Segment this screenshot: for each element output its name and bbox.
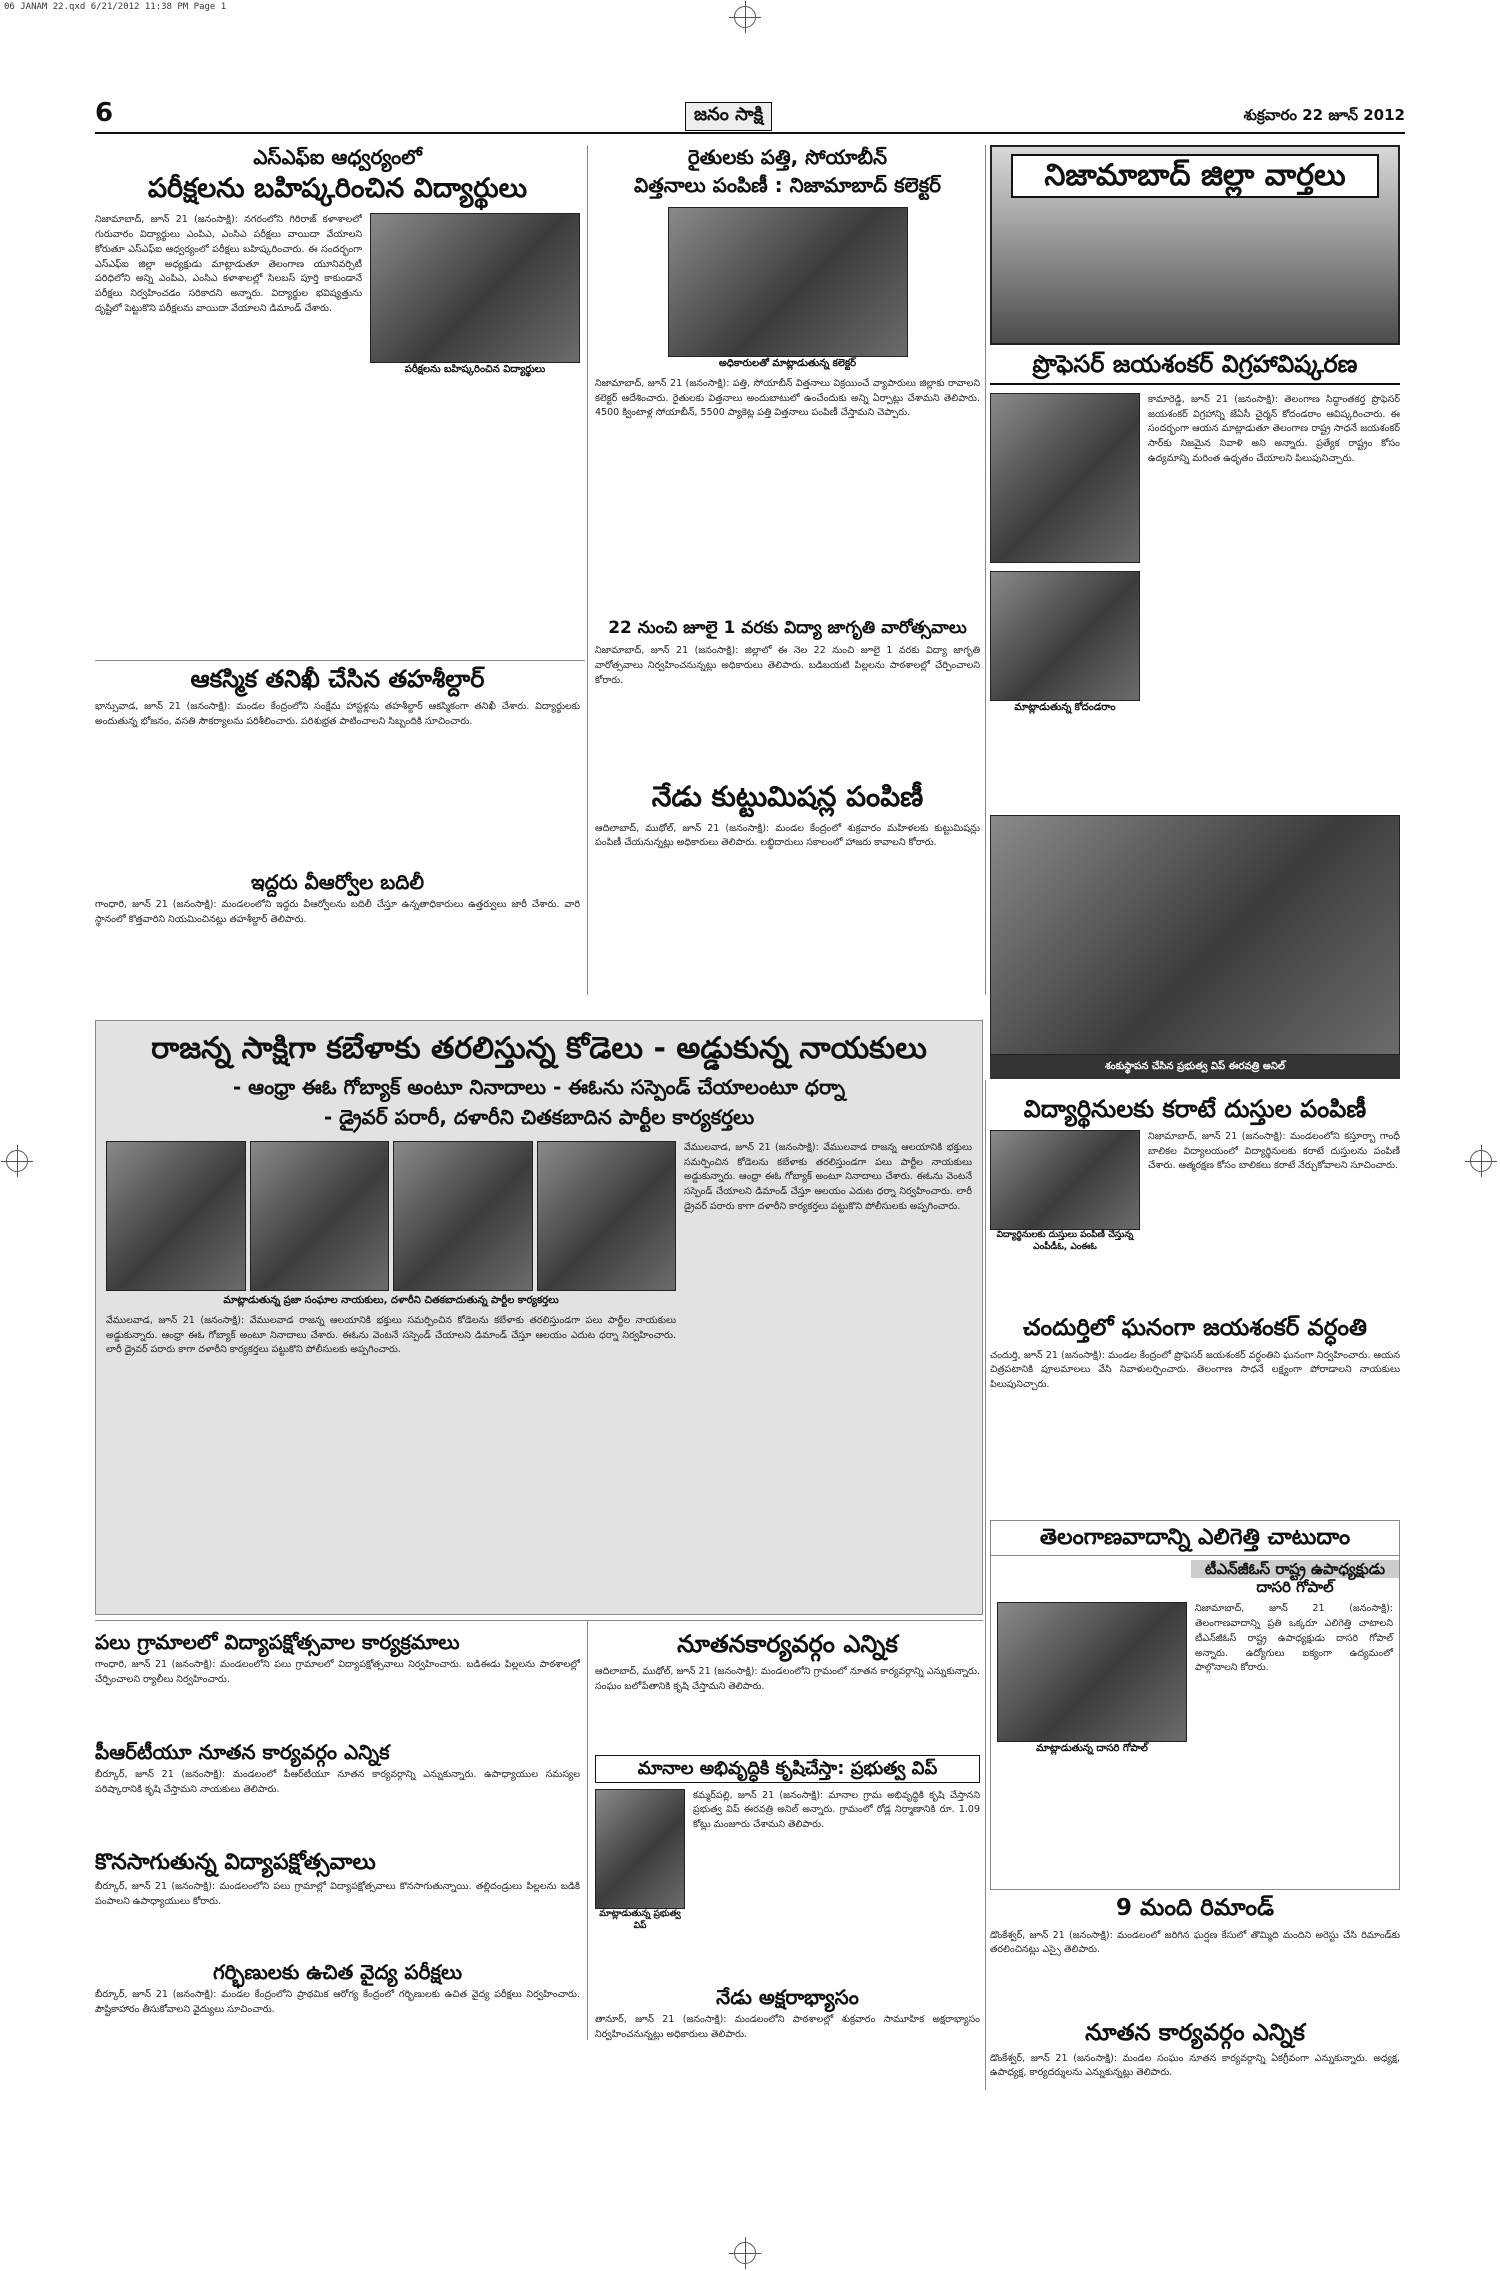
story-statue-unveiling [990,350,1400,810]
banner-subheadline: - డ్రైవర్ పరారీ, దళారీని చితకబాదిన పార్టీల కార్యకర్తలు [323,1105,755,1129]
statue-photo [990,393,1140,563]
story-body: చందుర్తి, జూన్ 21 (జనంసాక్షి): మండల కేంద్రంలో ప్రొఫెసర్ జయశంకర్ వర్ధంతిని ఘనంగా నిర్వహించారు. ఆయన చిత్రపటానికి పూలమాలలు వేసి నివాళులర్పించారు. తెలంగాణ సాధనే లక్ష్యంగా పోరాడాలని నాయకులు పిలుపునిచ్చారు. [990,1349,1400,1391]
story-headline: నేడు అక్షరాభ్యాసం [716,1985,859,2009]
story-cattle-banner [95,1020,983,1615]
story-seeds [595,145,980,615]
story-remand [990,1895,1400,2015]
photo-caption: శంకుస్థాపన చేసిన ప్రభుత్వ విప్ ఈరవత్రి అనిల్ [990,1055,1400,1079]
story-headline: నూతనకార్యవర్గం ఎన్నిక [677,1630,898,1658]
story-committee [990,2020,1400,2110]
protest-photo [250,1141,390,1291]
story-kicker: ఎస్‌ఎఫ్‌ఐ ఆధ్వర్యంలో [253,145,422,169]
photo-caption: మాట్లాడుతున్న ప్రభుత్వ విప్ [599,1908,681,1931]
story-body: బీర్కూర్, జూన్ 21 (జనంసాక్షి): మండలంలో పీఆర్‌టీయూ నూతన కార్యవర్గాన్ని ఎన్నుకున్నారు. ఉపాధ్యాయుల సమస్యల పరిష్కారానికి కృషి చేస్తామని నాయకులు తెలిపారు. [95,1769,580,1795]
protest-photo [106,1141,246,1291]
story-headline: కొనసాగుతున్న విద్యాపక్షోత్సవాలు [95,1850,376,1875]
story-new-committee [595,1630,980,1750]
registration-mark-icon [734,2242,756,2264]
story-body: బీర్కూర్, జూన్ 21 (జనంసాక్షి): మండలంలోని పలు గ్రామాల్లో విద్యాపక్షోత్సవాలు కొనసాగుతున్నాయి. తల్లిదండ్రులు పిల్లలను బడికి పంపాలని ఉపాధ్యాయులు కోరారు. [95,1881,580,1908]
story-person-name: దాసరి గోపాల్ [1256,1578,1334,1597]
registration-mark-icon [1470,1150,1492,1172]
story-headline: పీఆర్‌టీయూ నూతన కార్యవర్గం ఎన్నిక [95,1740,390,1764]
story-karate [990,1095,1400,1310]
registration-mark-icon [6,1150,28,1172]
foundation-photo [990,815,1400,1055]
story-body: గాంధారి, జూన్ 21 (జనంసాక్షి): మండలంలోని ఇద్దరు వీఆర్వోలను బదిలీ చేస్తూ ఉన్నతాధికారులు ఉత్తర్వులు జారీ చేశారు. వారి స్థానంలో కొత్తవారిని నియమించినట్లు తహశీల్దార్ తెలిపారు. [95,899,580,925]
registration-mark-icon [734,6,756,28]
students-photo [370,213,580,363]
story-body: ఆదిలాబాద్, ముథోల్, జూన్ 21 (జనంసాక్షి): మండలంలోని గ్రామంలో నూతన కార్యవర్గాన్ని ఎన్నుకున్నారు. సంఘం బలోపేతానికి కృషి చేస్తామని తెలిపారు. [595,1665,980,1692]
speaker-photo [990,571,1140,701]
story-literacy [595,1985,980,2070]
page-date: శుక్రవారం 22 జూన్ 2012 [1243,106,1405,124]
protest-photo [393,1141,533,1291]
story-headline: ఇద్దరు వీఆర్వోల బదిలీ [250,870,425,894]
photo-caption: అధికారులతో మాట్లాడుతున్న కలెక్టర్ [718,358,857,369]
story-continuing [95,1850,580,1958]
story-body: కామారెడ్డి, జూన్ 21 (జనంసాక్షి): తెలంగాణ సిద్ధాంతకర్త ప్రొఫెసర్ జయశంకర్ విగ్రహాన్ని జేఏసీ చైర్మన్ కోదండరాం ఆవిష్కరించారు. ఈ సందర్భంగా ఆయన మాట్లాడుతూ తెలంగాణ రాష్ట్ర సాధనే జయశంకర్ సార్‌కు నిజమైన నివాళి అని అన్నారు. ప్రత్యేక రాష్ట్రం కోసం ఉద్యమాన్ని మరింత ఉధృతం చేయాలని పిలుపునిచ్చారు. [1148,393,1400,464]
story-headline: పరీక్షలను బహిష్కరించిన విద్యార్థులు [147,173,528,204]
karate-photo [990,1130,1140,1230]
story-body: గాంధారి, జూన్ 21 (జనంసాక్షి): మండలంలోని పలు గ్రామాలలో విద్యాపక్షోత్సవాలు నిర్వహించారు. బడిఈడు పిల్లలను పాఠశాలల్లో చేర్పించాలని ర్యాలీలు నిర్వహించారు. [95,1659,580,1685]
photo-caption: పరీక్షలను బహిష్కరించిన విద్యార్థులు [404,364,546,376]
story-exam-boycott [95,145,580,655]
photo-caption: విద్యార్థినులకు దుస్తులు పంపిణీ చేస్తున్న ఎంపీడీఓ, ఎంఈఓ [996,1229,1134,1252]
masthead [95,98,1405,134]
story-chandurthi [990,1315,1400,1515]
story-body: నిజామాబాద్, జూన్ 21 (జనంసాక్షి): నగరంలోని గిరిరాజ్ కళాశాలలో గురువారం విద్యార్థులు ఎంపిఎ, ఎంసిఎ పరీక్షలు వాయిదా వేయాలని కోరుతూ ఎస్‌ఎఫ్‌ఐ ఆధ్వర్యంలో పరీక్షలు బహిష్కరించారు. ఈ సందర్భంగా ఎస్‌ఎఫ్‌ఐ జిల్లా అధ్యక్షుడు మాట్లాడుతూ తెలంగాణ యూనివర్సిటీ పరిధిలోని అన్ని ఎంపిఎ, ఎంసిఎ కళాశాలల్లో సిలబస్ పూర్తి కాకుండానే పరీక్షలు నిర్వహించడం సరికాదని అన్నారు. విద్యార్థుల భవిష్యత్తును దృష్టిలో పెట్టుకొని పరీక్షలను వాయిదా వేయాలని డిమాండ్ చేశారు. [95,214,362,314]
photo-caption: మాట్లాడుతున్న ప్రజా సంఘాల నాయకులు, దళారీని చితకబాదుతున్న పార్టీల కార్యకర్తలు [223,1295,559,1306]
story-headline: గర్భిణులకు ఉచిత వైద్య పరీక్షలు [212,1960,463,1984]
story-body: నిజామాబాద్, జూన్ 21 (జనంసాక్షి): మండలంలోని కస్తూర్బా గాంధీ బాలికల విద్యాలయంలో విద్యార్థినులకు కరాటే దుస్తులను పంపిణీ చేశారు. ఆత్మరక్షణ కోసం బాలికలు కరాటే నేర్చుకోవాలని సూచించారు. [1148,1130,1400,1172]
story-body: బీర్కూర్, జూన్ 21 (జనంసాక్షి): మండల కేంద్రంలోని ప్రాథమిక ఆరోగ్య కేంద్రంలో గర్భిణులకు ఉచిత వైద్య పరీక్షలు నిర్వహించారు. పౌష్టికాహారం తీసుకోవాలని వైద్యులు సూచించారు. [95,1989,580,2015]
whip-photo [595,1789,685,1909]
district-banner [990,145,1400,345]
story-headline: విత్తనాలు పంపిణీ : నిజామాబాద్ కలెక్టర్ [633,173,941,197]
story-body: తానూర్, జూన్ 21 (జనంసాక్షి): మండలంలోని పాఠశాలల్లో శుక్రవారం సామూహిక అక్షరాభ్యాసం నిర్వహించనున్నట్లు అధికారులు తెలిపారు. [595,2014,980,2040]
story-headline: ప్రొఫెసర్ జయశంకర్ విగ్రహావిష్కరణ [990,350,1400,385]
story-body: ఆదిలాబాద్, ముథోల్, జూన్ 21 (జనంసాక్షి): మండల కేంద్రంలో శుక్రవారం మహిళలకు కుట్టుమిషన్లు పంపిణీ చేయనున్నట్లు అధికారులు తెలిపారు. లబ్ధిదారులు సకాలంలో హాజరు కావాలని కోరారు. [595,822,980,849]
story-headline: చందుర్తిలో ఘనంగా జయశంకర్ వర్ధంతి [1023,1315,1367,1341]
story-whip [595,1755,980,1980]
story-prtu [95,1740,580,1848]
foundation-photo-block [990,815,1400,1090]
page-number: 6 [95,98,114,128]
protest-photo [537,1141,677,1291]
story-body: నిజామాబాద్, జూన్ 21 (జనంసాక్షి): తెలంగాణవాదాన్ని ప్రతి ఒక్కరూ ఎలిగెత్తి చాటాలని టీఎన్‌జీఓస్ రాష్ట్ర ఉపాధ్యక్షుడు దాసరి గోపాల్ అన్నారు. ఉద్యోగులు ఐక్యంగా ఉద్యమంలో పాల్గొనాలని కోరారు. [1195,1603,1393,1674]
story-kicker: రైతులకు పత్తి, సోయాబీన్ [687,145,888,169]
story-body: డొంకేశ్వర్, జూన్ 21 (జనంసాక్షి): మండల సంఘం నూతన కార్యవర్గాన్ని ఏకగ్రీవంగా ఎన్నుకున్నారు. అధ్యక్ష, ఉపాధ్యక్ష, కార్యదర్శులను ఎన్నుకున్నట్లు తెలిపారు. [990,2052,1400,2079]
paper-name: జనం సాక్షి [685,102,772,131]
banner-subheadline: - ఆంధ్రా ఈఓ గోబ్యాక్ అంటూ నినాదాలు - ఈఓను సస్పెండ్ చేయాలంటూ ధర్నా [232,1075,846,1099]
banner-headline: రాజన్న సాక్షిగా కబేళాకు తరలిస్తున్న కోడెలు - అడ్డుకున్న నాయకులు [151,1031,927,1066]
story-headline: తెలంగాణవాదాన్ని ఎలిగెత్తి చాటుదాం [991,1521,1399,1556]
story-subheadline: టీఎన్‌జీఓస్ రాష్ట్ర ఉపాధ్యక్షుడు [1191,1560,1399,1578]
story-awareness-week [595,618,980,773]
district-banner-title: నిజామాబాద్ జిల్లా వార్తలు [1011,154,1379,198]
story-headline: 22 నుంచి జూలై 1 వరకు విద్యా జాగృతి వారోత్సవాలు [608,618,967,638]
page-slug: 06 JANAM 22.qxd 6/21/2012 11:38 PM Page 1 [4,2,227,12]
story-body: నిజామాబాద్, జూన్ 21 (జనంసాక్షి): పత్తి, సోయాబీన్ విత్తనాలు విక్రయించే వ్యాపారులు జిల్లాకు రావాలని కలెక్టర్ ఆదేశించారు. రైతులకు విత్తనాలు అందుబాటులో ఉంచేందుకు అన్ని ఏర్పాట్లు చేశామని తెలిపారు. 4500 క్వింటాళ్ల సోయాబీన్, 5500 ప్యాకెట్ల పత్తి విత్తనాలు పంపిణీ చేస్తామని చెప్పారు. [595,378,980,419]
story-body: వేములవాడ, జూన్ 21 (జనంసాక్షి): వేములవాడ రాజన్న ఆలయానికి భక్తులు సమర్పించిన కోడెలను కబేళాకు తరలిస్తుండగా పలు పార్టీల నాయకులు అడ్డుకున్నారు. ఆంధ్రా ఈఓ గోబ్యాక్ అంటూ నినాదాలు చేశారు. ఈఓను వెంటనే సస్పెండ్ చేయాలని డిమాండ్ చేస్తూ ఆలయం ఎదుట ధర్నా నిర్వహించారు. లారీ డ్రైవర్ పరారు కాగా దళారీని కార్యకర్తలు పట్టుకొని పోలీసులకు అప్పగించారు. [106,1315,676,1356]
story-body: డొంకేశ్వర్, జూన్ 21 (జనంసాక్షి): మండలంలో జరిగిన ఘర్షణ కేసులో తొమ్మిది మందిని అరెస్టు చేసి రిమాండ్‌కు తరలించినట్లు ఎస్సై తెలిపారు. [990,1929,1400,1956]
story-body: కమ్మర్‌పల్లి, జూన్ 21 (జనంసాక్షి): మానాల గ్రామ అభివృద్ధికి కృషి చేస్తానని ప్రభుత్వ విప్ ఈరవత్రి అనిల్ అన్నారు. గ్రామంలో రోడ్ల నిర్మాణానికి రూ. 1.09 కోట్లు మంజూరు చేశామని తెలిపారు. [693,1789,980,1831]
story-body: వేములవాడ, జూన్ 21 (జనంసాక్షి): వేములవాడ రాజన్న ఆలయానికి భక్తులు సమర్పించిన కోడెలను కబేళాకు తరలిస్తుండగా పలు పార్టీల నాయకులు అడ్డుకున్నారు. ఆంధ్రా ఈఓ గోబ్యాక్ అంటూ నినాదాలు చేశారు. ఈఓను వెంటనే సస్పెండ్ చేయాలని డిమాండ్ చేస్తూ ఆలయం ఎదుట ధర్నా నిర్వహించారు. లారీ డ్రైవర్ పరారు కాగా దళారీని కార్యకర్తలు పట్టుకొని పోలీసులకు అప్పగించారు. [684,1142,972,1212]
story-body: నిజామాబాద్, జూన్ 21 (జనంసాక్షి): జిల్లాలో ఈ నెల 22 నుంచి జూలై 1 వరకు విద్యా జాగృతి వారోత్సవాలు నిర్వహించనున్నట్లు అధికారులు తెలిపారు. బడిబయటి పిల్లలను పాఠశాలల్లో చేర్పించాలని కోరారు. [595,645,980,686]
story-headline: నేడు కుట్టుమిషన్ల పంపిణీ [651,780,924,813]
story-headline: విద్యార్థినులకు కరాటే దుస్తుల పంపిణీ [1023,1095,1367,1123]
story-body: భాన్సువాడ, జూన్ 21 (జనంసాక్షి): మండల కేంద్రంలోని సంక్షేమ హాస్టళ్లను తహశీల్దార్ ఆకస్మికంగా తనిఖీ చేశారు. విద్యార్థులకు అందుతున్న భోజనం, వసతి సౌకర్యాలను పరిశీలించారు. పరిశుభ్రత పాటించాలని సిబ్బందికి సూచించారు. [95,700,580,727]
speaker-photo [997,1602,1187,1742]
story-vro-transfer [95,870,580,1005]
story-headline: పలు గ్రామాలలో విద్యాపక్షోత్సవాల కార్యక్రమాలు [95,1630,460,1654]
photo-caption: మాట్లాడుతున్న దాసరి గోపాల్ [1036,1743,1148,1755]
story-headline: మానాల అభివృద్ధికి కృషిచేస్తా: ప్రభుత్వ విప్ [595,1755,980,1783]
story-telangana [990,1520,1400,1890]
story-headline: 9 మంది రిమాండ్ [1115,1895,1275,1921]
story-sewing-machines [595,780,980,1005]
story-tahsildar [95,665,580,870]
story-villages [95,1630,580,1738]
collector-photo [668,207,908,357]
story-headline: నూతన కార్యవర్గం ఎన్నిక [1085,2020,1305,2046]
story-headline: ఆకస్మిక తనిఖీ చేసిన తహశీల్దార్ [190,665,485,693]
story-pregnant [95,1960,580,2060]
photo-caption: మాట్లాడుతున్న కోదండరాం [1014,701,1116,713]
